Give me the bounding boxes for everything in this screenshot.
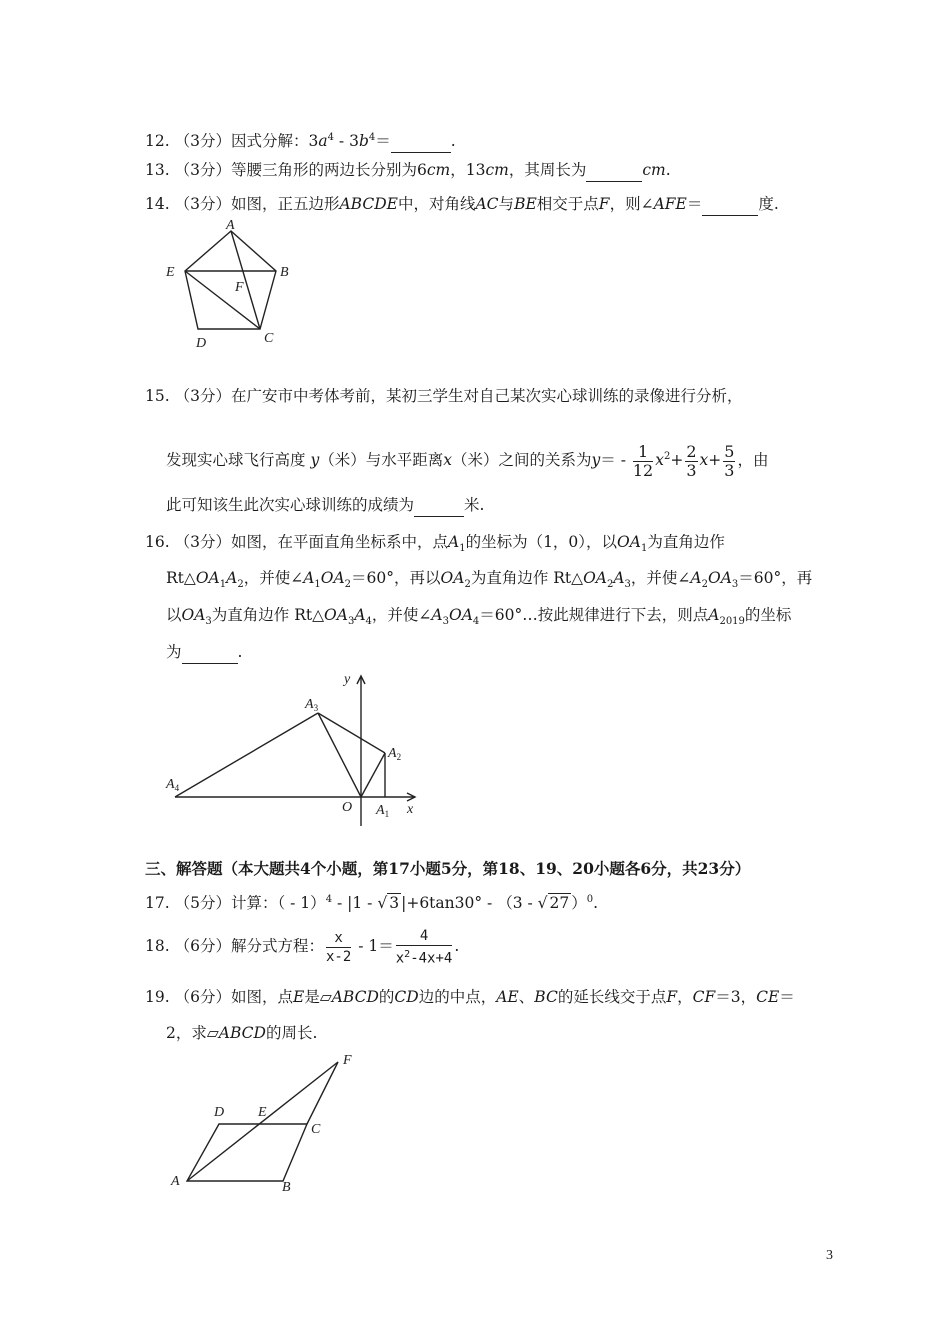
variable: CF	[692, 988, 716, 1006]
variable: A	[303, 569, 315, 587]
variable: ABCD	[218, 1024, 266, 1042]
equals: ＝ -	[600, 451, 626, 470]
segment-o-a2	[361, 753, 385, 797]
answer-blank[interactable]	[414, 494, 464, 517]
expression: - |1 -	[332, 894, 378, 913]
fraction-x-over-x-minus-2	[326, 929, 351, 966]
subscript: 4	[365, 616, 372, 628]
label-a2	[387, 746, 401, 762]
question-text: 2，求▱	[166, 1024, 219, 1042]
score: （5分）	[174, 894, 231, 913]
exponent: 2	[404, 948, 411, 960]
question-number: 19.	[145, 988, 170, 1006]
question-text: 发现实心球飞行高度	[166, 451, 306, 470]
exponent: 4	[325, 894, 333, 905]
question-number: 15.	[145, 387, 170, 405]
segment-a4-a3	[175, 713, 318, 797]
variable: OA	[440, 569, 465, 587]
period: .	[237, 643, 243, 661]
line-cf	[307, 1062, 338, 1124]
numerator: x	[326, 929, 351, 948]
fraction-1-12	[633, 443, 653, 480]
subscript: 2	[237, 579, 244, 591]
question-number: 14.	[145, 195, 170, 213]
variable: E	[292, 988, 305, 1006]
subscript: 3	[442, 616, 449, 628]
variable: b	[358, 132, 369, 151]
parallelogram-figure	[160, 1050, 370, 1200]
question-12	[145, 127, 456, 153]
score: （3分）	[174, 195, 231, 213]
question-19-line-2	[166, 1022, 317, 1044]
variable: a	[318, 132, 328, 151]
variable: y	[591, 451, 601, 470]
subscript: 3	[347, 616, 355, 628]
subscript: 1	[459, 543, 466, 555]
question-number: 16.	[145, 533, 170, 551]
label-a2-subscript: 2	[396, 752, 402, 762]
variable: A	[447, 533, 460, 551]
expression: ）	[571, 894, 587, 913]
question-15-line-1	[145, 385, 742, 407]
question-18	[145, 926, 459, 967]
question-16-line-3	[166, 604, 791, 633]
question-text: ，由	[737, 451, 769, 470]
variable: A	[226, 569, 238, 587]
variable: AE	[496, 988, 519, 1006]
question-text: ，	[677, 988, 693, 1006]
denominator: x-2	[325, 948, 352, 965]
question-text: 为直角边作	[647, 533, 725, 551]
question-text: 相交于点	[536, 195, 599, 213]
question-text: 的坐标	[744, 606, 792, 624]
score: （3分）	[174, 161, 231, 179]
variable: A	[708, 606, 720, 624]
denominator: 12	[632, 460, 654, 480]
question-text: 如图，点	[230, 988, 293, 1006]
pentagon-figure	[160, 218, 310, 353]
question-16-line-4	[166, 641, 242, 664]
variable: OA	[195, 569, 220, 587]
fraction-5-3	[723, 443, 735, 480]
period: .	[593, 894, 599, 913]
question-14	[145, 193, 779, 216]
label-e: E	[166, 265, 175, 280]
label-e: E	[258, 1105, 267, 1120]
unit: cm	[485, 161, 509, 179]
variable: BE	[514, 195, 537, 213]
denominator: 3	[686, 460, 697, 480]
exponent: 2	[663, 451, 671, 462]
variable: AFE	[653, 195, 687, 213]
label-d: D	[196, 336, 207, 351]
question-text: ＝60°，再	[738, 569, 813, 587]
operator: +	[708, 451, 722, 470]
period: .	[665, 161, 671, 179]
question-16-line-2	[166, 567, 812, 596]
label-c: C	[264, 331, 274, 346]
label-a1-letter: A	[376, 803, 385, 818]
label-a1-subscript: 1	[384, 809, 390, 819]
question-text: ，其周长为	[508, 161, 587, 179]
score: （3分）	[174, 387, 231, 405]
variable: A	[354, 606, 366, 624]
question-text: 的	[378, 988, 395, 1006]
question-number: 13.	[145, 161, 170, 179]
question-text: 米.	[464, 496, 485, 514]
question-text: 为	[166, 643, 182, 661]
question-text: 以	[166, 606, 182, 624]
section-3-heading: 三、解答题（本大题共4个小题，第17小题5分，第18、19、20小题各6分，共23分）	[145, 859, 751, 878]
denominator	[396, 946, 453, 968]
question-text: 因式分解：	[230, 132, 309, 151]
question-text: （米）之间的关系为	[451, 451, 592, 470]
question-text: 为直角边作 Rt△	[211, 606, 325, 624]
coordinate-figure	[160, 668, 430, 828]
answer-blank[interactable]	[586, 159, 642, 182]
question-text: ，则∠	[609, 195, 654, 213]
question-text: 与	[498, 195, 515, 213]
question-text: 此可知该生此次实心球训练的成绩为	[166, 496, 415, 514]
equals: ＝	[686, 195, 703, 213]
variable: y	[310, 451, 320, 470]
question-text: 边的中点，	[418, 988, 497, 1006]
variable: BC	[534, 988, 558, 1006]
question-text: 的坐标为（1，0），以	[465, 533, 618, 551]
label-a3	[304, 697, 319, 713]
subscript: 2	[344, 579, 352, 591]
fraction-4-over-quadratic	[396, 927, 453, 968]
label-x: x	[407, 802, 414, 817]
parallelogram-outline	[187, 1124, 307, 1181]
label-y: y	[344, 672, 351, 687]
question-text: ＝60°，再以	[351, 569, 441, 587]
unit: cm	[642, 161, 666, 179]
label-a: A	[171, 1174, 180, 1189]
question-text: ，13	[450, 161, 486, 179]
label-a4-subscript: 4	[174, 783, 180, 793]
question-text: ，并使∠	[630, 569, 691, 587]
label-o: O	[342, 800, 353, 815]
label-a4	[165, 777, 180, 793]
score: （3分）	[174, 533, 231, 551]
question-text: 计算：（ - 1）	[230, 894, 326, 913]
answer-blank[interactable]	[182, 641, 238, 664]
label-a3-subscript: 3	[313, 703, 319, 713]
question-13	[145, 159, 671, 182]
variable: OA	[448, 606, 473, 624]
label-f: F	[235, 280, 244, 295]
label-b: B	[280, 265, 289, 280]
question-text: Rt△	[166, 569, 196, 587]
equals: ＝	[375, 132, 391, 151]
question-number: 12.	[145, 132, 170, 151]
variable: ABCD	[331, 988, 379, 1006]
variable: OA	[320, 569, 345, 587]
question-16-line-1	[145, 531, 725, 560]
subscript: 1	[640, 543, 648, 555]
equals: ＝	[779, 988, 795, 1006]
subscript: 1	[314, 579, 321, 591]
period: .	[454, 937, 460, 955]
question-text: 、	[518, 988, 535, 1006]
variable: OA	[708, 569, 732, 587]
question-text: ，并使∠	[371, 606, 432, 624]
pentagon-outline	[185, 231, 276, 329]
label-d: D	[214, 1105, 225, 1120]
numerator: 1	[633, 443, 653, 462]
variable: CD	[394, 988, 419, 1006]
subscript: 4	[472, 616, 480, 628]
question-text: 解分式方程：	[230, 937, 324, 955]
label-a2-letter: A	[388, 746, 397, 761]
question-text: 为直角边作 Rt△	[470, 569, 584, 587]
label-b: B	[282, 1180, 291, 1195]
numerator: 4	[396, 927, 453, 946]
denominator: 3	[724, 460, 735, 480]
subscript: 2	[464, 579, 471, 591]
label-c: C	[311, 1122, 321, 1137]
label-a4-letter: A	[166, 777, 175, 792]
question-text: 是▱	[304, 988, 332, 1006]
expression: |+6tan30° - （3 -	[401, 894, 538, 913]
exponent: 4	[327, 132, 334, 143]
numerator: 2	[686, 441, 697, 461]
variable: x	[443, 451, 452, 470]
radicand: 27	[549, 894, 570, 913]
variable: OA	[324, 606, 348, 624]
subscript: 2	[701, 579, 708, 591]
page-number: 3	[826, 1248, 833, 1263]
numerator: 5	[724, 441, 735, 461]
question-text: 如图，在平面直角坐标系中，点	[230, 533, 448, 551]
variable: A	[690, 569, 702, 587]
variable: F	[598, 195, 610, 213]
question-text: ，并使∠	[243, 569, 304, 587]
operator: +	[670, 451, 684, 470]
question-text: 如图，正五边形	[230, 195, 340, 213]
answer-blank[interactable]	[391, 130, 451, 153]
question-19-line-1	[145, 986, 795, 1008]
question-text: 的延长线交于点	[557, 988, 667, 1006]
question-text: 度.	[758, 195, 779, 213]
question-text: ＝60°…按此规律进行下去，则点	[479, 606, 709, 624]
variable: OA	[617, 533, 641, 551]
period: .	[450, 132, 456, 151]
expression: -4x+4	[410, 950, 453, 967]
subscript: 2019	[719, 616, 745, 628]
subscript: 3	[205, 616, 212, 628]
unit: cm	[426, 161, 451, 179]
variable: CE	[756, 988, 780, 1006]
expression: - 1＝	[353, 937, 394, 955]
question-text: 在广安市中考体考前，某初三学生对自己某次实心球训练的录像进行分析，	[230, 387, 743, 405]
question-17: 17. （5分）计算：（ - 1）$^4$ - |1 - √ 3 |+6tan30° - （3 - √ 27 ）$^0$.	[145, 894, 599, 913]
question-15-line-2	[166, 437, 769, 480]
operator: - 3	[333, 132, 359, 151]
variable: F	[666, 988, 678, 1006]
question-text: 的周长.	[265, 1024, 318, 1042]
variable: OA	[583, 569, 607, 587]
fraction-2-3	[685, 443, 697, 480]
variable: OA	[181, 606, 206, 624]
question-text: ＝3，	[715, 988, 757, 1006]
label-a3-letter: A	[305, 697, 314, 712]
answer-blank[interactable]	[702, 193, 758, 216]
score: （3分）	[174, 132, 231, 151]
subscript: 3	[731, 579, 739, 591]
question-number: 17.	[145, 894, 170, 913]
subscript: 3	[624, 579, 631, 591]
exponent: 0	[586, 894, 594, 905]
question-15-line-3	[166, 494, 484, 517]
label-a: A	[226, 218, 235, 233]
coefficient: 3	[308, 132, 319, 151]
variable: x	[395, 950, 405, 967]
label-f: F	[343, 1053, 352, 1068]
question-number: 18.	[145, 937, 170, 955]
variable: x	[699, 451, 709, 470]
question-text: 等腰三角形的两边长分别为6	[230, 161, 427, 179]
variable: ABCDE	[339, 195, 398, 213]
subscript: 1	[219, 579, 227, 591]
variable: AC	[475, 195, 499, 213]
variable: x	[655, 451, 664, 470]
radicand: 3	[389, 894, 400, 913]
variable: A	[431, 606, 443, 624]
question-text: 中，对角线	[397, 195, 476, 213]
question-text: （米）与水平距离	[319, 451, 444, 470]
variable: A	[613, 569, 625, 587]
exponent: 4	[368, 132, 376, 143]
score: （6分）	[174, 988, 231, 1006]
score: （6分）	[174, 937, 231, 955]
subscript: 2	[606, 579, 614, 591]
label-a1	[375, 803, 389, 819]
